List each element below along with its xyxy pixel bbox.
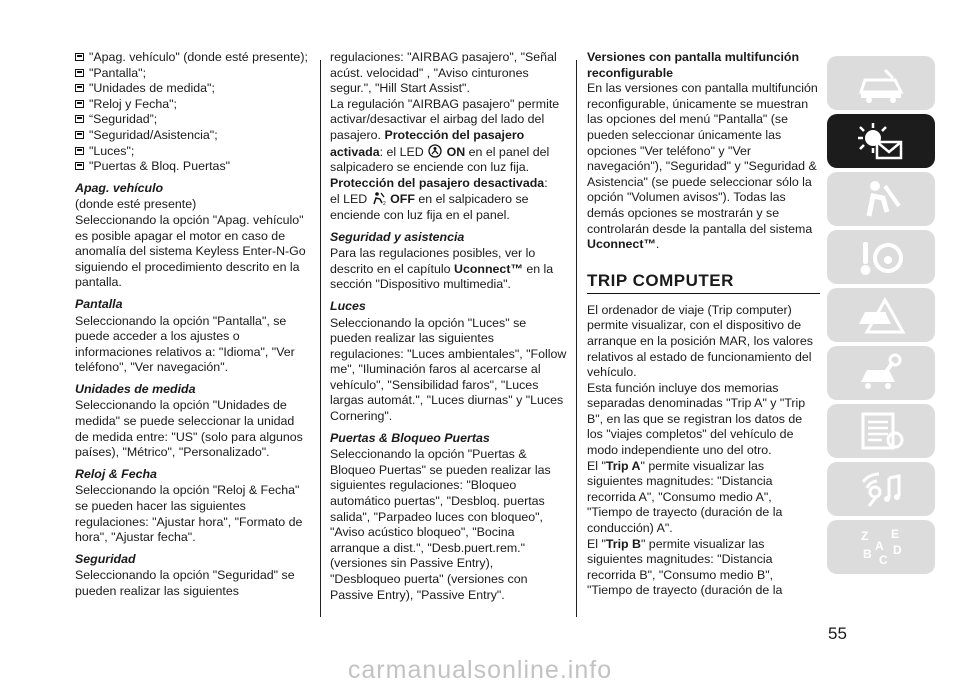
section-title: TRIP COMPUTER	[587, 270, 734, 290]
warning-lights-icon	[855, 120, 907, 162]
bold-term: Uconnect™	[587, 237, 656, 252]
paragraph: La regulación "AIRBAG pasajero" permite activar/desactivar el airbag del lado del pasajero. Protección del pasajero activada: el LED ON en el panel del salpicadero se enciende con luz fija.	[330, 96, 560, 175]
page-number: 55	[828, 624, 847, 643]
svg-text:Z: Z	[861, 529, 869, 543]
paragraph: Seleccionando la opción "Pantalla", se puede acceder a los ajustes o informaciones relativos a: "Idioma", "Ver teléfono", "Ver navegación".	[75, 313, 295, 375]
list-item: "Reloj y Fecha";	[75, 97, 311, 113]
bullet-square-icon	[75, 84, 84, 92]
paragraph: (donde esté presente)	[75, 197, 197, 212]
list-item: "Apag. vehículo" (donde esté presente);	[75, 50, 311, 66]
heading-reloj-fecha: Reloj & Fecha	[75, 466, 157, 481]
paragraph: El ordenador de viaje (Trip computer) permite visualizar, con el dispositivo de arranque en la posición MAR, los valores relativos al estado de funcionamiento del vehículo.	[587, 302, 813, 380]
heading-unidades-medida: Unidades de medida	[75, 381, 196, 396]
svg-text:C: C	[879, 553, 888, 567]
paragraph: El "Trip B" permite visualizar las siguientes magnitudes: "Distancia recorrida B", "Consumo medio B", "Tiempo de trayecto (duración de la	[587, 536, 783, 598]
emergency-icon	[855, 294, 907, 336]
bullet-square-icon	[75, 69, 84, 77]
menu-options-list	[75, 50, 311, 175]
bullet-square-icon	[75, 162, 84, 170]
column-divider	[576, 60, 577, 617]
airbag-off-icon	[371, 191, 387, 205]
column-1	[75, 50, 311, 600]
tab-starting-driving[interactable]	[827, 230, 935, 284]
svg-text:D: D	[893, 543, 902, 557]
tab-multimedia[interactable]	[827, 462, 935, 516]
paragraph: Esta función incluye dos memorias separadas denominadas "Trip A" y "Trip B", en las que se registran los datos de los "viajes completos" del vehículo de modo independiente uno del otro.	[587, 380, 806, 458]
heading-seguridad-asistencia: Seguridad y asistencia	[330, 229, 465, 244]
list-item: "Pantalla";	[75, 66, 311, 82]
paragraph: Seleccionando la opción "Seguridad" se pueden realizar las siguientes	[75, 568, 295, 598]
tab-maintenance[interactable]	[827, 346, 935, 400]
bold-term: Protección del pasajero desactivada	[330, 175, 545, 190]
bold-term: ON	[446, 144, 466, 159]
svg-text:E: E	[891, 527, 900, 541]
list-item: "Seguridad/Asistencia";	[75, 128, 311, 144]
bold-term: Trip A	[605, 458, 641, 473]
index-icon	[855, 526, 907, 568]
heading-apag-vehiculo: Apag. vehículo	[75, 180, 164, 195]
bold-term: Trip B	[605, 536, 641, 551]
paragraph: regulaciones: "AIRBAG pasajero", "Señal acúst. velocidad" , "Aviso cinturones segur.", "Hill Start Assist".	[330, 50, 557, 96]
paragraph: Protección del pasajero desactivada: el LED 2 OFF en el salpicadero se enciende con luz fija en el panel.	[330, 175, 548, 222]
car-dashboard-icon	[855, 62, 907, 104]
paragraph: El "Trip A" permite visualizar las siguientes magnitudes: "Distancia recorrida A", "Consumo medio A", "Tiempo de trayecto (duración de la conducción) A".	[587, 458, 783, 536]
paragraph: Para las regulaciones posibles, ver lo descrito en el capítulo Uconnect™ en la sección "Dispositivo multimedia".	[330, 246, 554, 292]
watermark: carmanualsonline.info	[347, 656, 613, 684]
paragraph: Seleccionando la opción "Apag. vehículo" es posible apagar el motor en caso de anomalía del sistema Keyless Enter-N-Go siguiendo el procedimiento descrito en la pantalla.	[75, 212, 306, 290]
maintenance-icon	[855, 352, 907, 394]
column-2	[330, 50, 567, 603]
svg-text:B: B	[863, 547, 872, 561]
paragraph: Seleccionando la opción "Reloj & Fecha" se pueden hacer las siguientes regulaciones: "Ajustar hora", "Formato de hora", "Ajustar fecha".	[75, 483, 303, 545]
paragraph: Seleccionando la opción "Puertas & Bloqueo Puertas" se pueden realizar las siguientes regulaciones: "Bloqueo automático puertas", "Desbloq. puertas salida", "Parpadeo luces con bloqueo", "Aviso acústico bloqueo", "Bocina arranque a dist.", "Desb.puert.rem." (versiones sin Passive Entry), "Desbloqueo puerta" (versiones con Passive Entry), "Passive Entry".	[330, 447, 551, 602]
starting-driving-icon	[855, 236, 907, 278]
airbag-on-icon	[427, 144, 443, 158]
safety-airbag-icon	[855, 178, 907, 220]
chapter-tabs	[827, 56, 935, 578]
tab-technical-data[interactable]	[827, 404, 935, 458]
tab-emergency[interactable]	[827, 288, 935, 342]
column-3	[587, 50, 820, 599]
bold-term: Protección del pasajero activada	[330, 127, 525, 159]
list-item: "Puertas & Bloq. Puertas"	[75, 159, 311, 175]
bullet-square-icon	[75, 131, 84, 139]
bold-term: Uconnect™	[454, 261, 523, 276]
tab-warning-lights[interactable]	[827, 114, 935, 168]
heading-seguridad: Seguridad	[75, 551, 136, 566]
tab-safety[interactable]	[827, 172, 935, 226]
svg-text:A: A	[875, 539, 884, 553]
heading-luces: Luces	[330, 298, 366, 313]
multimedia-icon	[855, 468, 907, 510]
svg-text:2: 2	[382, 201, 386, 206]
heading-puertas-bloqueo: Puertas & Bloqueo Puertas	[330, 430, 490, 445]
bullet-square-icon	[75, 100, 84, 108]
bullet-square-icon	[75, 115, 84, 123]
tab-index[interactable]	[827, 520, 935, 574]
tab-car-dashboard[interactable]	[827, 56, 935, 110]
list-item: “Seguridad”;	[75, 112, 311, 128]
list-item: "Unidades de medida";	[75, 81, 311, 97]
paragraph: Seleccionando la opción "Luces" se pueden realizar las siguientes regulaciones: "Luces ambientales", "Follow me", "Iluminación faros al acercarse al vehículo", "Sensibilidad faros", "Luces largas automát.", "Luces diurnas" y "Luces Cornering".	[330, 315, 567, 424]
heading-versiones: Versiones con pantalla multifunción reconfigurable	[587, 50, 800, 80]
technical-data-icon	[855, 410, 907, 452]
heading-pantalla: Pantalla	[75, 296, 123, 311]
paragraph: En las versiones con pantalla multifunción reconfigurable, únicamente se muestran las opciones del menú "Pantalla" (se pueden seleccionar únicamente las opciones "Ver teléfono" y "Ver navegación"), "Seguridad" y "Seguridad & Asistencia" (se puede seleccionar sólo la opción "Volumen avisos"). Todas las demás opciones se mostrarán y se controlarán desde la pantalla del sistema Uconnect™.	[587, 81, 818, 252]
bold-term: OFF	[390, 192, 415, 207]
section-underline	[587, 293, 820, 294]
bullet-square-icon	[75, 147, 84, 155]
list-item: "Luces";	[75, 144, 311, 160]
paragraph: Seleccionando la opción "Unidades de medida" se puede seleccionar la unidad de medida entre: "US" (solo para algunos países), "Métrico", "Personalizado".	[75, 398, 303, 460]
column-divider	[320, 60, 321, 617]
bullet-square-icon	[75, 53, 84, 61]
